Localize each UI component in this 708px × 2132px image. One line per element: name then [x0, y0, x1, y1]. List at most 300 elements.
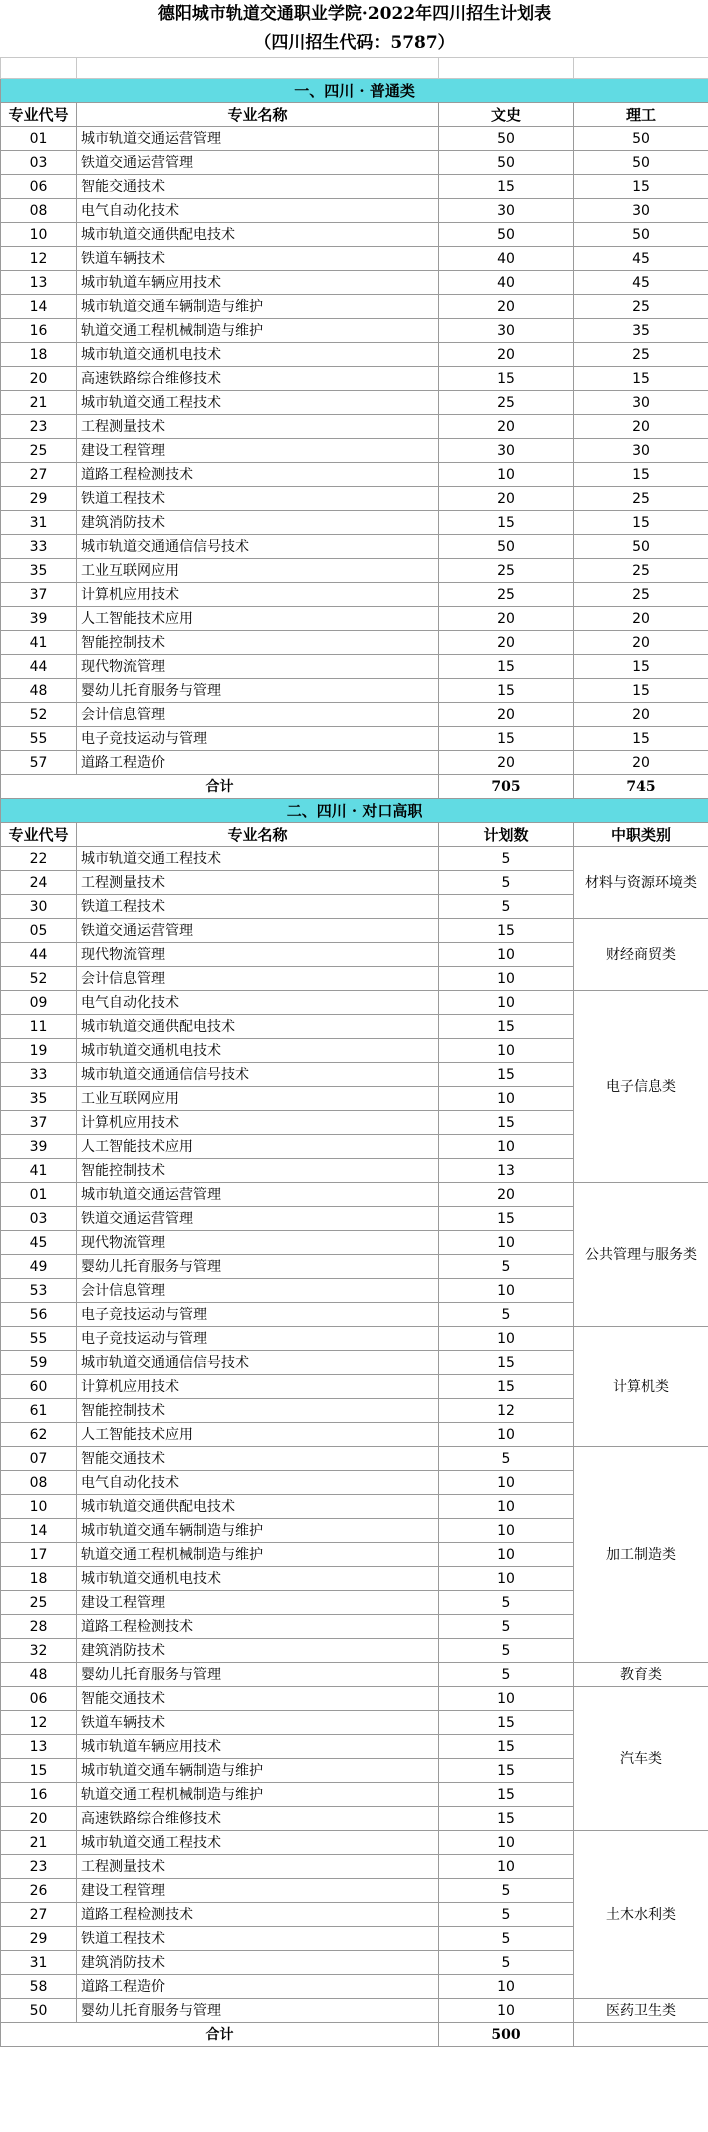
plan-count: 10: [439, 1687, 574, 1711]
plan-ligong: 25: [574, 583, 708, 607]
plan-count: 10: [439, 1831, 574, 1855]
major-code: 19: [1, 1039, 77, 1063]
major-code: 31: [1, 1951, 77, 1975]
plan-wenshi: 20: [439, 751, 574, 775]
major-code: 48: [1, 679, 77, 703]
plan-count: 5: [439, 1591, 574, 1615]
major-code: 57: [1, 751, 77, 775]
major-name: 城市轨道交通机电技术: [77, 1567, 439, 1591]
major-name: 城市轨道交通供配电技术: [77, 1015, 439, 1039]
vocational-category: 土木水利类: [574, 1831, 708, 1999]
plan-count: 10: [439, 1495, 574, 1519]
major-code: 25: [1, 439, 77, 463]
major-code: 03: [1, 151, 77, 175]
table-row: [1, 727, 708, 751]
major-name: 电子竞技运动与管理: [77, 727, 439, 751]
total-wenshi: 705: [439, 775, 574, 799]
major-code: 14: [1, 295, 77, 319]
major-name: 工业互联网应用: [77, 1087, 439, 1111]
plan-wenshi: 25: [439, 583, 574, 607]
plan-count: 5: [439, 1639, 574, 1663]
plan-count: 15: [439, 1111, 574, 1135]
table-row: [1, 151, 708, 175]
total-label: 合计: [1, 775, 439, 799]
column-header: 中职类别: [574, 823, 708, 847]
plan-wenshi: 20: [439, 631, 574, 655]
major-name: 城市轨道交通车辆制造与维护: [77, 295, 439, 319]
major-name: 铁道交通运营管理: [77, 1207, 439, 1231]
vocational-category: 电子信息类: [574, 991, 708, 1183]
table-row: [1, 343, 708, 367]
major-name: 电气自动化技术: [77, 199, 439, 223]
major-name: 婴幼儿托育服务与管理: [77, 1663, 439, 1687]
plan-wenshi: 15: [439, 727, 574, 751]
major-code: 29: [1, 487, 77, 511]
plan-wenshi: 25: [439, 559, 574, 583]
major-code: 18: [1, 1567, 77, 1591]
plan-wenshi: 40: [439, 247, 574, 271]
plan-count: 10: [439, 1471, 574, 1495]
plan-count: 15: [439, 1015, 574, 1039]
major-code: 20: [1, 367, 77, 391]
total-ligong: 745: [574, 775, 708, 799]
plan-count: 13: [439, 1159, 574, 1183]
plan-count: 10: [439, 1519, 574, 1543]
major-code: 37: [1, 1111, 77, 1135]
major-name: 智能交通技术: [77, 175, 439, 199]
plan-ligong: 20: [574, 703, 708, 727]
table-row: [1, 919, 708, 943]
major-code: 12: [1, 247, 77, 271]
plan-count: 20: [439, 1183, 574, 1207]
plan-ligong: 15: [574, 367, 708, 391]
table-row: [1, 1183, 708, 1207]
plan-count: 10: [439, 1087, 574, 1111]
plan-ligong: 50: [574, 151, 708, 175]
major-name: 计算机应用技术: [77, 1375, 439, 1399]
plan-count: 10: [439, 1975, 574, 1999]
major-code: 61: [1, 1399, 77, 1423]
plan-count: 5: [439, 1903, 574, 1927]
plan-count: 15: [439, 1735, 574, 1759]
major-name: 铁道工程技术: [77, 1927, 439, 1951]
plan-count: 5: [439, 1303, 574, 1327]
major-code: 22: [1, 847, 77, 871]
major-code: 58: [1, 1975, 77, 1999]
major-name: 轨道交通工程机械制造与维护: [77, 1783, 439, 1807]
major-code: 06: [1, 1687, 77, 1711]
plan-ligong: 15: [574, 511, 708, 535]
plan-count: 10: [439, 1855, 574, 1879]
table-row: [1, 1687, 708, 1711]
major-code: 12: [1, 1711, 77, 1735]
major-code: 52: [1, 703, 77, 727]
major-name: 道路工程检测技术: [77, 1903, 439, 1927]
major-name: 城市轨道车辆应用技术: [77, 1735, 439, 1759]
major-name: 城市轨道交通通信信号技术: [77, 535, 439, 559]
plan-count: 5: [439, 1951, 574, 1975]
major-code: 23: [1, 1855, 77, 1879]
table-row: [1, 367, 708, 391]
table-row: [1, 703, 708, 727]
major-code: 21: [1, 1831, 77, 1855]
vocational-category: 财经商贸类: [574, 919, 708, 991]
plan-ligong: 30: [574, 439, 708, 463]
major-name: 道路工程造价: [77, 751, 439, 775]
major-name: 建筑消防技术: [77, 1951, 439, 1975]
major-name: 道路工程检测技术: [77, 1615, 439, 1639]
major-name: 铁道车辆技术: [77, 1711, 439, 1735]
major-name: 城市轨道交通运营管理: [77, 127, 439, 151]
major-code: 07: [1, 1447, 77, 1471]
major-code: 31: [1, 511, 77, 535]
plan-ligong: 45: [574, 247, 708, 271]
major-code: 29: [1, 1927, 77, 1951]
major-name: 城市轨道车辆应用技术: [77, 271, 439, 295]
plan-ligong: 25: [574, 295, 708, 319]
major-code: 30: [1, 895, 77, 919]
plan-count: 15: [439, 1783, 574, 1807]
plan-count: 15: [439, 1807, 574, 1831]
table-row: [1, 319, 708, 343]
major-name: 铁道交通运营管理: [77, 151, 439, 175]
major-code: 03: [1, 1207, 77, 1231]
table-row: [1, 295, 708, 319]
major-code: 20: [1, 1807, 77, 1831]
table-row: [1, 463, 708, 487]
major-name: 人工智能技术应用: [77, 1135, 439, 1159]
table-row: [1, 751, 708, 775]
major-name: 智能交通技术: [77, 1687, 439, 1711]
major-code: 33: [1, 1063, 77, 1087]
table-row: [1, 127, 708, 151]
major-code: 49: [1, 1255, 77, 1279]
plan-count: 5: [439, 847, 574, 871]
major-name: 人工智能技术应用: [77, 607, 439, 631]
plan-ligong: 30: [574, 199, 708, 223]
major-name: 铁道工程技术: [77, 487, 439, 511]
plan-count: 10: [439, 1279, 574, 1303]
table-row: [1, 583, 708, 607]
major-name: 高速铁路综合维修技术: [77, 1807, 439, 1831]
plan-wenshi: 20: [439, 703, 574, 727]
plan-count: 5: [439, 1447, 574, 1471]
major-code: 44: [1, 655, 77, 679]
table-row: [1, 655, 708, 679]
major-name: 铁道交通运营管理: [77, 919, 439, 943]
major-name: 城市轨道交通机电技术: [77, 1039, 439, 1063]
plan-ligong: 15: [574, 175, 708, 199]
table-row: [1, 223, 708, 247]
major-name: 城市轨道交通机电技术: [77, 343, 439, 367]
major-code: 08: [1, 199, 77, 223]
table-row: [1, 991, 708, 1015]
plan-wenshi: 50: [439, 223, 574, 247]
table-row: [1, 535, 708, 559]
plan-count: 15: [439, 1759, 574, 1783]
plan-count: 10: [439, 991, 574, 1015]
table-row: [1, 1447, 708, 1471]
plan-wenshi: 50: [439, 127, 574, 151]
table-row: [1, 415, 708, 439]
major-code: 08: [1, 1471, 77, 1495]
plan-count: 10: [439, 967, 574, 991]
major-code: 48: [1, 1663, 77, 1687]
plan-wenshi: 20: [439, 487, 574, 511]
major-code: 10: [1, 1495, 77, 1519]
plan-wenshi: 15: [439, 175, 574, 199]
major-name: 轨道交通工程机械制造与维护: [77, 1543, 439, 1567]
major-name: 城市轨道交通供配电技术: [77, 223, 439, 247]
plan-count: 10: [439, 1231, 574, 1255]
major-code: 56: [1, 1303, 77, 1327]
plan-count: 10: [439, 1999, 574, 2023]
plan-count: 15: [439, 919, 574, 943]
major-code: 10: [1, 223, 77, 247]
plan-wenshi: 20: [439, 415, 574, 439]
section-1-total-row: [1, 775, 708, 799]
table-row: [1, 391, 708, 415]
plan-count: 10: [439, 1567, 574, 1591]
major-code: 45: [1, 1231, 77, 1255]
major-name: 现代物流管理: [77, 1231, 439, 1255]
table-row: [1, 199, 708, 223]
plan-count: 10: [439, 1039, 574, 1063]
major-code: 26: [1, 1879, 77, 1903]
major-code: 41: [1, 1159, 77, 1183]
major-code: 55: [1, 727, 77, 751]
section-2-total-row: [1, 2023, 708, 2047]
major-code: 39: [1, 607, 77, 631]
plan-count: 5: [439, 1879, 574, 1903]
column-header: 文史: [439, 103, 574, 127]
major-code: 50: [1, 1999, 77, 2023]
plan-count: 10: [439, 1327, 574, 1351]
plan-ligong: 20: [574, 751, 708, 775]
plan-count: 15: [439, 1351, 574, 1375]
plan-ligong: 15: [574, 679, 708, 703]
major-name: 城市轨道交通工程技术: [77, 847, 439, 871]
plan-count: 15: [439, 1207, 574, 1231]
major-name: 铁道工程技术: [77, 895, 439, 919]
major-code: 23: [1, 415, 77, 439]
major-code: 18: [1, 343, 77, 367]
major-name: 婴幼儿托育服务与管理: [77, 1999, 439, 2023]
plan-wenshi: 25: [439, 391, 574, 415]
major-name: 城市轨道交通供配电技术: [77, 1495, 439, 1519]
plan-count: 10: [439, 1543, 574, 1567]
column-header: 专业代号: [1, 103, 77, 127]
plan-wenshi: 30: [439, 439, 574, 463]
plan-ligong: 20: [574, 631, 708, 655]
plan-wenshi: 30: [439, 199, 574, 223]
table-row: [1, 1663, 708, 1687]
plan-ligong: 30: [574, 391, 708, 415]
table-row: [1, 175, 708, 199]
major-name: 婴幼儿托育服务与管理: [77, 679, 439, 703]
major-code: 35: [1, 1087, 77, 1111]
major-code: 39: [1, 1135, 77, 1159]
major-name: 会计信息管理: [77, 967, 439, 991]
vocational-category: 汽车类: [574, 1687, 708, 1831]
plan-ligong: 15: [574, 463, 708, 487]
column-header: 计划数: [439, 823, 574, 847]
vocational-category: 材料与资源环境类: [574, 847, 708, 919]
major-name: 人工智能技术应用: [77, 1423, 439, 1447]
major-name: 现代物流管理: [77, 655, 439, 679]
plan-wenshi: 15: [439, 511, 574, 535]
empty-row: [1, 58, 708, 79]
plan-ligong: 35: [574, 319, 708, 343]
total-count: 500: [439, 2023, 574, 2047]
plan-ligong: 50: [574, 127, 708, 151]
plan-wenshi: 50: [439, 535, 574, 559]
major-code: 27: [1, 463, 77, 487]
major-code: 35: [1, 559, 77, 583]
major-code: 11: [1, 1015, 77, 1039]
major-name: 婴幼儿托育服务与管理: [77, 1255, 439, 1279]
major-name: 城市轨道交通通信信号技术: [77, 1063, 439, 1087]
vocational-category: 计算机类: [574, 1327, 708, 1447]
major-code: 44: [1, 943, 77, 967]
plan-wenshi: 30: [439, 319, 574, 343]
major-code: 62: [1, 1423, 77, 1447]
plan-count: 10: [439, 943, 574, 967]
table-row: [1, 1999, 708, 2023]
plan-count: 15: [439, 1375, 574, 1399]
table-row: [1, 847, 708, 871]
table-row: [1, 679, 708, 703]
major-name: 建筑消防技术: [77, 1639, 439, 1663]
section-2-heading: 二、四川 · 对口高职: [1, 799, 708, 823]
vocational-category: 医药卫生类: [574, 1999, 708, 2023]
major-name: 建设工程管理: [77, 1879, 439, 1903]
major-code: 60: [1, 1375, 77, 1399]
major-name: 电气自动化技术: [77, 991, 439, 1015]
plan-wenshi: 20: [439, 343, 574, 367]
section-1-header-row: [1, 103, 708, 127]
major-code: 32: [1, 1639, 77, 1663]
major-name: 轨道交通工程机械制造与维护: [77, 319, 439, 343]
major-code: 09: [1, 991, 77, 1015]
vocational-category: 教育类: [574, 1663, 708, 1687]
table-row: [1, 511, 708, 535]
major-code: 59: [1, 1351, 77, 1375]
major-name: 智能控制技术: [77, 1399, 439, 1423]
column-header: 理工: [574, 103, 708, 127]
major-name: 会计信息管理: [77, 703, 439, 727]
major-code: 53: [1, 1279, 77, 1303]
table-row: [1, 559, 708, 583]
column-header: 专业名称: [77, 823, 439, 847]
table-row: [1, 607, 708, 631]
major-name: 建设工程管理: [77, 1591, 439, 1615]
plan-wenshi: 20: [439, 607, 574, 631]
plan-ligong: 15: [574, 727, 708, 751]
major-code: 55: [1, 1327, 77, 1351]
table-row: [1, 439, 708, 463]
major-name: 工程测量技术: [77, 415, 439, 439]
plan-count: 15: [439, 1063, 574, 1087]
plan-ligong: 50: [574, 223, 708, 247]
plan-count: 5: [439, 871, 574, 895]
major-code: 24: [1, 871, 77, 895]
major-name: 工程测量技术: [77, 1855, 439, 1879]
plan-count: 5: [439, 1663, 574, 1687]
page-title: 德阳城市轨道交通职业学院·2022年四川招生计划表: [157, 4, 552, 24]
major-name: 道路工程检测技术: [77, 463, 439, 487]
major-name: 现代物流管理: [77, 943, 439, 967]
major-code: 33: [1, 535, 77, 559]
table-row: [1, 487, 708, 511]
section-2-header-row: [1, 823, 708, 847]
plan-ligong: 25: [574, 343, 708, 367]
plan-ligong: 20: [574, 607, 708, 631]
major-name: 智能控制技术: [77, 1159, 439, 1183]
major-name: 工业互联网应用: [77, 559, 439, 583]
major-name: 智能控制技术: [77, 631, 439, 655]
plan-count: 10: [439, 1423, 574, 1447]
major-name: 城市轨道交通通信信号技术: [77, 1351, 439, 1375]
plan-wenshi: 40: [439, 271, 574, 295]
major-code: 25: [1, 1591, 77, 1615]
plan-count: 5: [439, 1615, 574, 1639]
major-code: 06: [1, 175, 77, 199]
table-row: [1, 631, 708, 655]
plan-ligong: 25: [574, 487, 708, 511]
plan-wenshi: 15: [439, 679, 574, 703]
major-name: 道路工程造价: [77, 1975, 439, 1999]
major-name: 计算机应用技术: [77, 583, 439, 607]
major-code: 13: [1, 271, 77, 295]
plan-count: 10: [439, 1135, 574, 1159]
major-name: 城市轨道交通车辆制造与维护: [77, 1519, 439, 1543]
major-code: 21: [1, 391, 77, 415]
column-header: 专业代号: [1, 823, 77, 847]
major-name: 城市轨道交通工程技术: [77, 391, 439, 415]
plan-wenshi: 50: [439, 151, 574, 175]
major-name: 铁道车辆技术: [77, 247, 439, 271]
major-name: 计算机应用技术: [77, 1111, 439, 1135]
plan-ligong: 15: [574, 655, 708, 679]
plan-ligong: 20: [574, 415, 708, 439]
major-code: 28: [1, 1615, 77, 1639]
plan-wenshi: 10: [439, 463, 574, 487]
column-header: 专业名称: [77, 103, 439, 127]
plan-ligong: 25: [574, 559, 708, 583]
major-name: 电气自动化技术: [77, 1471, 439, 1495]
major-code: 16: [1, 1783, 77, 1807]
major-name: 电子竞技运动与管理: [77, 1327, 439, 1351]
empty-cell: [574, 2023, 708, 2047]
plan-count: 5: [439, 1255, 574, 1279]
major-code: 13: [1, 1735, 77, 1759]
major-name: 会计信息管理: [77, 1279, 439, 1303]
major-name: 建设工程管理: [77, 439, 439, 463]
major-name: 高速铁路综合维修技术: [77, 367, 439, 391]
plan-wenshi: 20: [439, 295, 574, 319]
major-code: 14: [1, 1519, 77, 1543]
table-row: [1, 1327, 708, 1351]
total-label: 合计: [1, 2023, 439, 2047]
plan-wenshi: 15: [439, 367, 574, 391]
major-code: 37: [1, 583, 77, 607]
plan-wenshi: 15: [439, 655, 574, 679]
plan-count: 15: [439, 1711, 574, 1735]
major-code: 15: [1, 1759, 77, 1783]
major-name: 智能交通技术: [77, 1447, 439, 1471]
major-name: 电子竞技运动与管理: [77, 1303, 439, 1327]
